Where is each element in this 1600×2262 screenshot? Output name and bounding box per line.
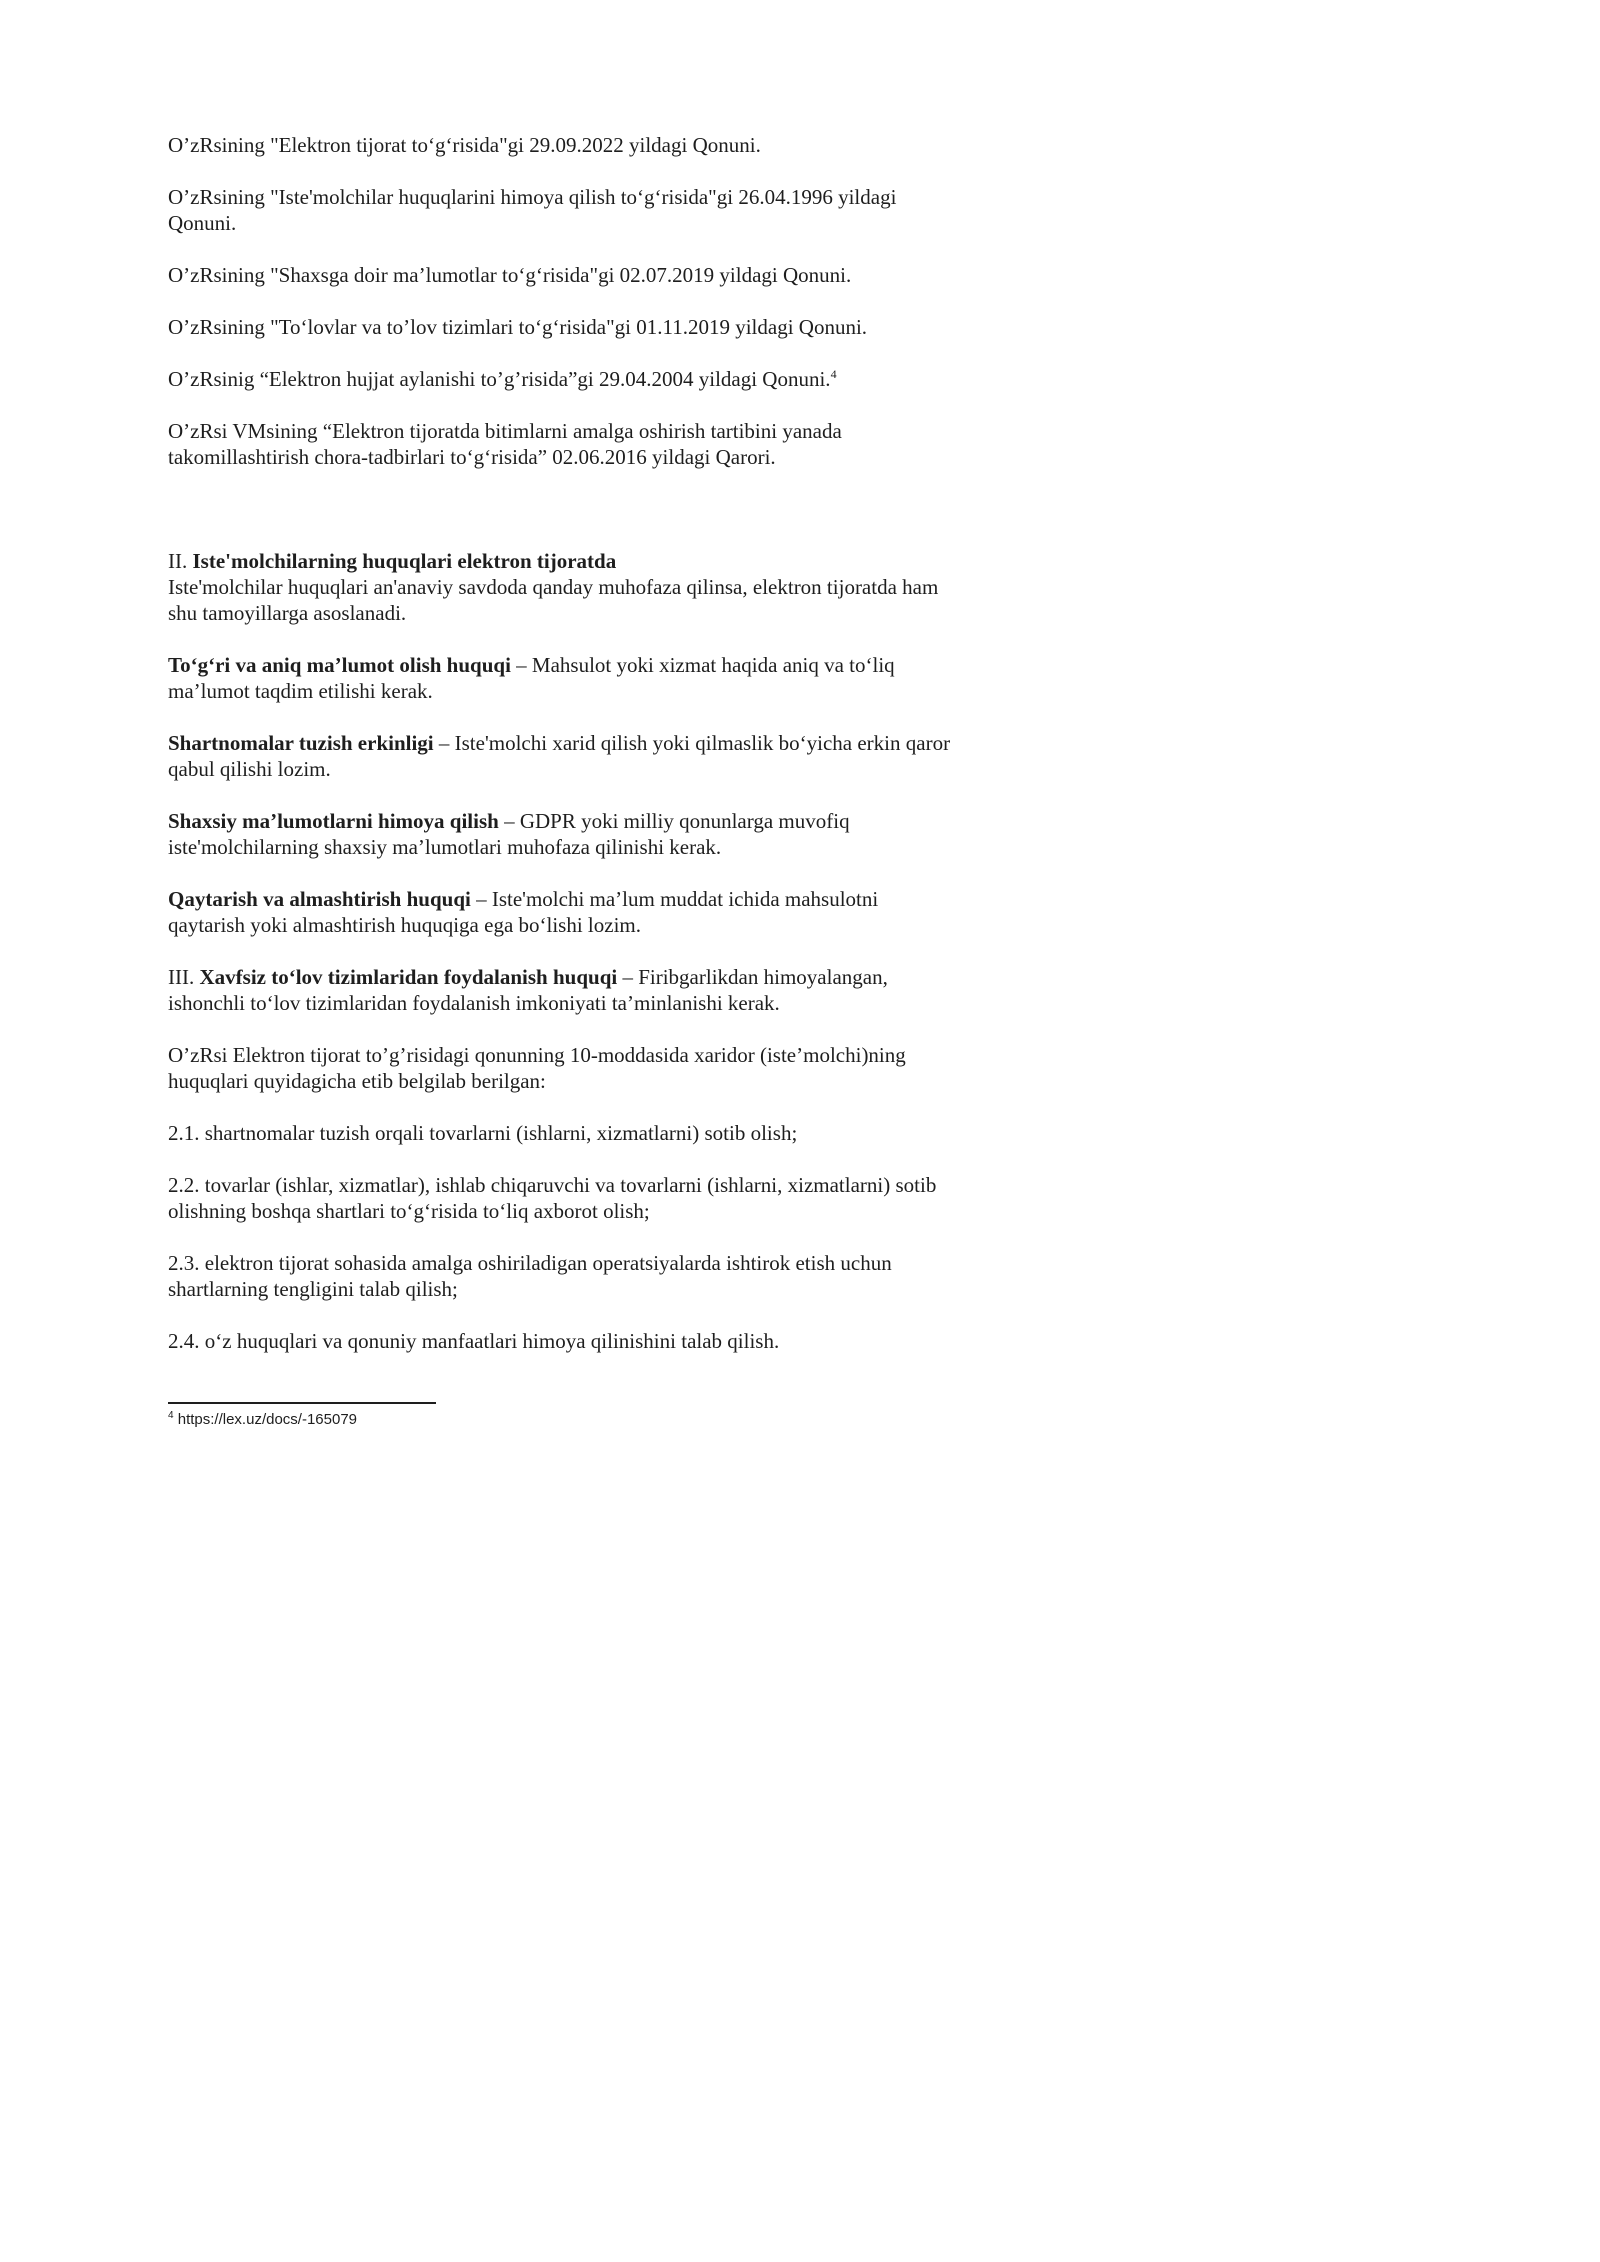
law-reference: O’zRsining "Iste'molchilar huquqlarini himoya qilish to‘g‘risida"gi 26.04.1996 yildagi Qonuni.: [168, 185, 897, 235]
footnote: [168, 1410, 357, 1430]
right-item: [168, 808, 958, 860]
right-text: – GDPR yoki milliy qonunlarga muvofiq iste'molchilarning shaxsiy ma’lumotlari muhofaza qilinishi kerak.: [168, 809, 850, 859]
right-title: Shaxsiy ma’lumotlarni himoya qilish: [168, 809, 499, 833]
law-reference: [168, 366, 958, 392]
law-reference: O’zRsi VMsining “Elektron tijoratda bitimlarni amalga oshirish tartibini yanada takomillashtirish chora-tadbirlari to‘g‘risida” 02.06.2016 yildagi Qarori.: [168, 419, 842, 469]
law-reference: O’zRsining "To‘lovlar va to’lov tizimlari to‘g‘risida"gi 01.11.2019 yildagi Qonuni.: [168, 315, 868, 339]
law-reference: O’zRsining "Shaxsga doir ma’lumotlar to‘g‘risida"gi 02.07.2019 yildagi Qonuni.: [168, 263, 852, 287]
section-number: II.: [168, 549, 188, 573]
law-reference: O’zRsining "Elektron tijorat to‘g‘risida"gi 29.09.2022 yildagi Qonuni.: [168, 133, 761, 157]
section-3: [168, 964, 958, 1016]
document-body: [168, 132, 958, 1380]
article-intro: O’zRsi Elektron tijorat to’g’risidagi qonunning 10-moddasida xaridor (iste’molchi)ning huquqlari quyidagicha etib belgilab berilgan:: [168, 1043, 906, 1093]
section-2: [168, 548, 958, 626]
list-item: 2.4. o‘z huquqlari va qonuniy manfaatlari himoya qilinishini talab qilish.: [168, 1329, 780, 1353]
section-title: Xavfsiz to‘lov tizimlaridan foydalanish huquqi: [199, 965, 618, 989]
right-item: [168, 730, 958, 782]
section-title: Iste'molchilarning huquqlari elektron tijoratda: [192, 549, 617, 573]
footnote-link[interactable]: https://lex.uz/docs/-165079: [177, 1411, 358, 1428]
right-text: – Iste'molchi ma’lum muddat ichida mahsulotni qaytarish yoki almashtirish huquqiga ega bo‘lishi lozim.: [168, 887, 879, 937]
footnote-reference[interactable]: 4: [830, 367, 837, 381]
section-number: III.: [168, 965, 195, 989]
section-2-intro: Iste'molchilar huquqlari an'anaviy savdoda qanday muhofaza qilinsa, elektron tijoratda ham shu tamoyillarga asoslanadi.: [168, 575, 939, 625]
right-title: Qaytarish va almashtirish huquqi: [168, 887, 471, 911]
list-item: 2.2. tovarlar (ishlar, xizmatlar), ishlab chiqaruvchi va tovarlarni (ishlarni, xizmatlarni) sotib olishning boshqa shartlari to‘g‘risida to‘liq axborot olish;: [168, 1173, 937, 1223]
section-2-heading: [168, 548, 958, 574]
footnote-mark: 4: [168, 1410, 174, 1421]
footnote-divider: [168, 1402, 436, 1404]
right-text: – Mahsulot yoki xizmat haqida aniq va to‘liq ma’lumot taqdim etilishi kerak.: [168, 653, 895, 703]
section-spacer: [168, 496, 958, 548]
right-text: – Iste'molchi xarid qilish yoki qilmaslik bo‘yicha erkin qaror qabul qilishi lozim.: [168, 731, 951, 781]
right-title: To‘g‘ri va aniq ma’lumot olish huquqi: [168, 653, 511, 677]
section-3-text: – Firibgarlikdan himoyalangan, ishonchli to‘lov tizimlaridan foydalanish imkoniyati ta’minlanishi kerak.: [168, 965, 888, 1015]
list-item: 2.1. shartnomalar tuzish orqali tovarlarni (ishlarni, xizmatlarni) sotib olish;: [168, 1121, 798, 1145]
right-item: [168, 652, 958, 704]
law-reference-text: O’zRsinig “Elektron hujjat aylanishi to’g’risida”gi 29.04.2004 yildagi Qonuni.: [168, 367, 831, 391]
right-title: Shartnomalar tuzish erkinligi: [168, 731, 434, 755]
right-item: [168, 886, 958, 938]
list-item: 2.3. elektron tijorat sohasida amalga oshiriladigan operatsiyalarda ishtirok etish uchun shartlarning tengligini talab qilish;: [168, 1251, 892, 1301]
